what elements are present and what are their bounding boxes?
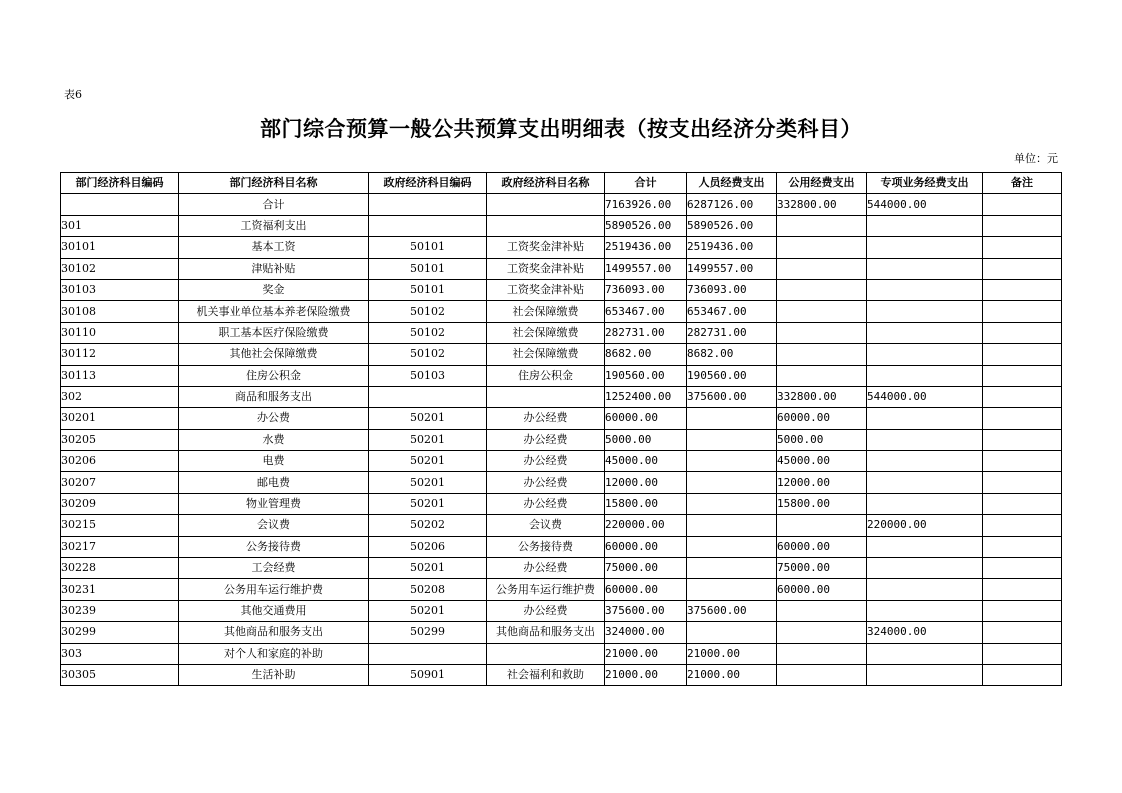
table-row: [61, 365, 1062, 386]
public-cell: [777, 664, 867, 685]
table-row: [61, 579, 1062, 600]
column-header-note: 备注: [983, 173, 1062, 194]
dept-code-cell: 30239: [61, 600, 179, 621]
column-header-total: 合计: [605, 173, 687, 194]
gov-code-cell: 50101: [369, 258, 487, 279]
public-cell: 332800.00: [777, 386, 867, 407]
special-cell: [867, 472, 983, 493]
note-cell: [983, 322, 1062, 343]
dept-name-cell: 合计: [179, 194, 369, 215]
gov-name-cell: [487, 215, 605, 236]
personnel-cell: [687, 622, 777, 643]
table-row: [61, 429, 1062, 450]
personnel-cell: 2519436.00: [687, 237, 777, 258]
table-header-row: [61, 173, 1062, 194]
table-row: [61, 622, 1062, 643]
gov-name-cell: 工资奖金津补贴: [487, 237, 605, 258]
personnel-cell: [687, 429, 777, 450]
dept-code-cell: 30201: [61, 408, 179, 429]
dept-code-cell: 30228: [61, 558, 179, 579]
table-row: [61, 558, 1062, 579]
dept-code-cell: 30102: [61, 258, 179, 279]
dept-name-cell: 办公费: [179, 408, 369, 429]
table-number: 表6: [64, 88, 82, 101]
total-cell: 21000.00: [605, 643, 687, 664]
gov-code-cell: [369, 215, 487, 236]
personnel-cell: [687, 493, 777, 514]
dept-code-cell: 30231: [61, 579, 179, 600]
total-cell: 5890526.00: [605, 215, 687, 236]
public-cell: [777, 301, 867, 322]
public-cell: 60000.00: [777, 536, 867, 557]
public-cell: [777, 600, 867, 621]
total-cell: 60000.00: [605, 579, 687, 600]
total-cell: 7163926.00: [605, 194, 687, 215]
public-cell: [777, 344, 867, 365]
gov-code-cell: 50101: [369, 279, 487, 300]
page-title: 部门综合预算一般公共预算支出明细表（按支出经济分类科目）: [260, 116, 862, 141]
special-cell: [867, 408, 983, 429]
public-cell: [777, 279, 867, 300]
dept-name-cell: 住房公积金: [179, 365, 369, 386]
table-row: [61, 451, 1062, 472]
dept-code-cell: 30101: [61, 237, 179, 258]
public-cell: [777, 322, 867, 343]
table-row: [61, 237, 1062, 258]
note-cell: [983, 301, 1062, 322]
special-cell: [867, 451, 983, 472]
gov-code-cell: [369, 194, 487, 215]
personnel-cell: 375600.00: [687, 386, 777, 407]
dept-name-cell: 物业管理费: [179, 493, 369, 514]
table-row: [61, 664, 1062, 685]
table-row: [61, 215, 1062, 236]
dept-code-cell: 30215: [61, 515, 179, 536]
gov-name-cell: 社会保障缴费: [487, 322, 605, 343]
gov-code-cell: 50201: [369, 429, 487, 450]
personnel-cell: 190560.00: [687, 365, 777, 386]
special-cell: [867, 579, 983, 600]
total-cell: 375600.00: [605, 600, 687, 621]
column-header-public: 公用经费支出: [777, 173, 867, 194]
note-cell: [983, 643, 1062, 664]
dept-code-cell: 30207: [61, 472, 179, 493]
public-cell: [777, 215, 867, 236]
public-cell: [777, 622, 867, 643]
table-row: [61, 643, 1062, 664]
note-cell: [983, 194, 1062, 215]
special-cell: 544000.00: [867, 194, 983, 215]
gov-name-cell: 社会福利和救助: [487, 664, 605, 685]
gov-name-cell: 住房公积金: [487, 365, 605, 386]
note-cell: [983, 493, 1062, 514]
note-cell: [983, 365, 1062, 386]
total-cell: 5000.00: [605, 429, 687, 450]
gov-name-cell: [487, 386, 605, 407]
dept-code-cell: 302: [61, 386, 179, 407]
dept-code-cell: [61, 194, 179, 215]
personnel-cell: 5890526.00: [687, 215, 777, 236]
special-cell: [867, 258, 983, 279]
gov-code-cell: 50201: [369, 493, 487, 514]
personnel-cell: 6287126.00: [687, 194, 777, 215]
table-row: [61, 408, 1062, 429]
note-cell: [983, 600, 1062, 621]
personnel-cell: 282731.00: [687, 322, 777, 343]
dept-name-cell: 水费: [179, 429, 369, 450]
gov-code-cell: 50299: [369, 622, 487, 643]
gov-code-cell: 50208: [369, 579, 487, 600]
personnel-cell: [687, 558, 777, 579]
dept-name-cell: 其他社会保障缴费: [179, 344, 369, 365]
personnel-cell: 8682.00: [687, 344, 777, 365]
gov-name-cell: 办公经费: [487, 600, 605, 621]
note-cell: [983, 279, 1062, 300]
note-cell: [983, 429, 1062, 450]
special-cell: 324000.00: [867, 622, 983, 643]
total-cell: 12000.00: [605, 472, 687, 493]
dept-name-cell: 工资福利支出: [179, 215, 369, 236]
table-row: [61, 301, 1062, 322]
special-cell: [867, 279, 983, 300]
special-cell: [867, 301, 983, 322]
table-row: [61, 386, 1062, 407]
gov-code-cell: 50201: [369, 451, 487, 472]
personnel-cell: [687, 451, 777, 472]
column-header-gov-name: 政府经济科目名称: [487, 173, 605, 194]
gov-name-cell: 工资奖金津补贴: [487, 279, 605, 300]
column-header-dept-code: 部门经济科目编码: [61, 173, 179, 194]
gov-name-cell: 办公经费: [487, 451, 605, 472]
gov-name-cell: 公务用车运行维护费: [487, 579, 605, 600]
special-cell: [867, 215, 983, 236]
table-row: [61, 322, 1062, 343]
total-cell: 15800.00: [605, 493, 687, 514]
dept-name-cell: 基本工资: [179, 237, 369, 258]
public-cell: [777, 643, 867, 664]
table-row: [61, 344, 1062, 365]
personnel-cell: 21000.00: [687, 643, 777, 664]
unit-label: 单位：元: [1014, 152, 1058, 165]
public-cell: 12000.00: [777, 472, 867, 493]
total-cell: 8682.00: [605, 344, 687, 365]
table-row: [61, 600, 1062, 621]
dept-code-cell: 301: [61, 215, 179, 236]
dept-name-cell: 工会经费: [179, 558, 369, 579]
total-cell: 21000.00: [605, 664, 687, 685]
gov-code-cell: [369, 386, 487, 407]
special-cell: [867, 322, 983, 343]
dept-code-cell: 30205: [61, 429, 179, 450]
gov-code-cell: 50102: [369, 322, 487, 343]
special-cell: [867, 493, 983, 514]
gov-name-cell: 其他商品和服务支出: [487, 622, 605, 643]
public-cell: [777, 237, 867, 258]
personnel-cell: 736093.00: [687, 279, 777, 300]
table-row: [61, 536, 1062, 557]
gov-code-cell: 50206: [369, 536, 487, 557]
table-row: [61, 515, 1062, 536]
note-cell: [983, 536, 1062, 557]
note-cell: [983, 408, 1062, 429]
note-cell: [983, 237, 1062, 258]
total-cell: 282731.00: [605, 322, 687, 343]
public-cell: 75000.00: [777, 558, 867, 579]
dept-name-cell: 职工基本医疗保险缴费: [179, 322, 369, 343]
special-cell: [867, 344, 983, 365]
note-cell: [983, 579, 1062, 600]
total-cell: 2519436.00: [605, 237, 687, 258]
gov-code-cell: 50201: [369, 408, 487, 429]
public-cell: 5000.00: [777, 429, 867, 450]
gov-code-cell: 50103: [369, 365, 487, 386]
public-cell: [777, 258, 867, 279]
note-cell: [983, 451, 1062, 472]
gov-name-cell: 社会保障缴费: [487, 301, 605, 322]
total-cell: 220000.00: [605, 515, 687, 536]
gov-code-cell: 50101: [369, 237, 487, 258]
special-cell: [867, 237, 983, 258]
special-cell: [867, 365, 983, 386]
dept-code-cell: 30108: [61, 301, 179, 322]
total-cell: 60000.00: [605, 408, 687, 429]
note-cell: [983, 664, 1062, 685]
note-cell: [983, 472, 1062, 493]
dept-name-cell: 奖金: [179, 279, 369, 300]
personnel-cell: [687, 472, 777, 493]
dept-name-cell: 商品和服务支出: [179, 386, 369, 407]
dept-name-cell: 津贴补贴: [179, 258, 369, 279]
dept-code-cell: 30113: [61, 365, 179, 386]
total-cell: 190560.00: [605, 365, 687, 386]
total-cell: 653467.00: [605, 301, 687, 322]
public-cell: 60000.00: [777, 579, 867, 600]
gov-name-cell: 工资奖金津补贴: [487, 258, 605, 279]
dept-code-cell: 30299: [61, 622, 179, 643]
gov-code-cell: 50102: [369, 301, 487, 322]
total-cell: 736093.00: [605, 279, 687, 300]
personnel-cell: 1499557.00: [687, 258, 777, 279]
dept-name-cell: 其他商品和服务支出: [179, 622, 369, 643]
note-cell: [983, 344, 1062, 365]
gov-name-cell: [487, 194, 605, 215]
column-header-gov-code: 政府经济科目编码: [369, 173, 487, 194]
dept-code-cell: 30305: [61, 664, 179, 685]
total-cell: 324000.00: [605, 622, 687, 643]
dept-name-cell: 机关事业单位基本养老保险缴费: [179, 301, 369, 322]
special-cell: [867, 600, 983, 621]
table-body: [61, 194, 1062, 686]
gov-name-cell: 会议费: [487, 515, 605, 536]
note-cell: [983, 515, 1062, 536]
gov-name-cell: 办公经费: [487, 429, 605, 450]
table-row: [61, 472, 1062, 493]
special-cell: [867, 558, 983, 579]
gov-name-cell: 公务接待费: [487, 536, 605, 557]
special-cell: 220000.00: [867, 515, 983, 536]
dept-name-cell: 会议费: [179, 515, 369, 536]
personnel-cell: [687, 579, 777, 600]
table-row: [61, 194, 1062, 215]
personnel-cell: 653467.00: [687, 301, 777, 322]
note-cell: [983, 386, 1062, 407]
column-header-personnel: 人员经费支出: [687, 173, 777, 194]
gov-name-cell: 办公经费: [487, 408, 605, 429]
personnel-cell: 21000.00: [687, 664, 777, 685]
special-cell: 544000.00: [867, 386, 983, 407]
public-cell: 332800.00: [777, 194, 867, 215]
dept-name-cell: 邮电费: [179, 472, 369, 493]
public-cell: 60000.00: [777, 408, 867, 429]
public-cell: 45000.00: [777, 451, 867, 472]
dept-name-cell: 电费: [179, 451, 369, 472]
gov-name-cell: 办公经费: [487, 472, 605, 493]
dept-code-cell: 30110: [61, 322, 179, 343]
gov-code-cell: 50901: [369, 664, 487, 685]
note-cell: [983, 558, 1062, 579]
gov-code-cell: 50201: [369, 558, 487, 579]
budget-table: [60, 172, 1062, 686]
total-cell: 45000.00: [605, 451, 687, 472]
dept-code-cell: 30206: [61, 451, 179, 472]
special-cell: [867, 643, 983, 664]
column-header-special: 专项业务经费支出: [867, 173, 983, 194]
special-cell: [867, 429, 983, 450]
gov-name-cell: 社会保障缴费: [487, 344, 605, 365]
dept-code-cell: 30217: [61, 536, 179, 557]
table-row: [61, 493, 1062, 514]
total-cell: 75000.00: [605, 558, 687, 579]
note-cell: [983, 258, 1062, 279]
gov-name-cell: 办公经费: [487, 558, 605, 579]
dept-name-cell: 公务接待费: [179, 536, 369, 557]
gov-code-cell: 50201: [369, 600, 487, 621]
dept-code-cell: 30103: [61, 279, 179, 300]
gov-code-cell: 50201: [369, 472, 487, 493]
dept-name-cell: 对个人和家庭的补助: [179, 643, 369, 664]
public-cell: [777, 515, 867, 536]
gov-name-cell: [487, 643, 605, 664]
gov-code-cell: 50102: [369, 344, 487, 365]
gov-code-cell: 50202: [369, 515, 487, 536]
dept-name-cell: 生活补助: [179, 664, 369, 685]
gov-code-cell: [369, 643, 487, 664]
gov-name-cell: 办公经费: [487, 493, 605, 514]
table-row: [61, 279, 1062, 300]
total-cell: 1252400.00: [605, 386, 687, 407]
note-cell: [983, 215, 1062, 236]
public-cell: 15800.00: [777, 493, 867, 514]
dept-name-cell: 其他交通费用: [179, 600, 369, 621]
total-cell: 60000.00: [605, 536, 687, 557]
personnel-cell: [687, 515, 777, 536]
personnel-cell: 375600.00: [687, 600, 777, 621]
note-cell: [983, 622, 1062, 643]
total-cell: 1499557.00: [605, 258, 687, 279]
dept-code-cell: 30209: [61, 493, 179, 514]
personnel-cell: [687, 408, 777, 429]
table-row: [61, 258, 1062, 279]
public-cell: [777, 365, 867, 386]
dept-code-cell: 303: [61, 643, 179, 664]
special-cell: [867, 536, 983, 557]
personnel-cell: [687, 536, 777, 557]
dept-name-cell: 公务用车运行维护费: [179, 579, 369, 600]
dept-code-cell: 30112: [61, 344, 179, 365]
column-header-dept-name: 部门经济科目名称: [179, 173, 369, 194]
special-cell: [867, 664, 983, 685]
